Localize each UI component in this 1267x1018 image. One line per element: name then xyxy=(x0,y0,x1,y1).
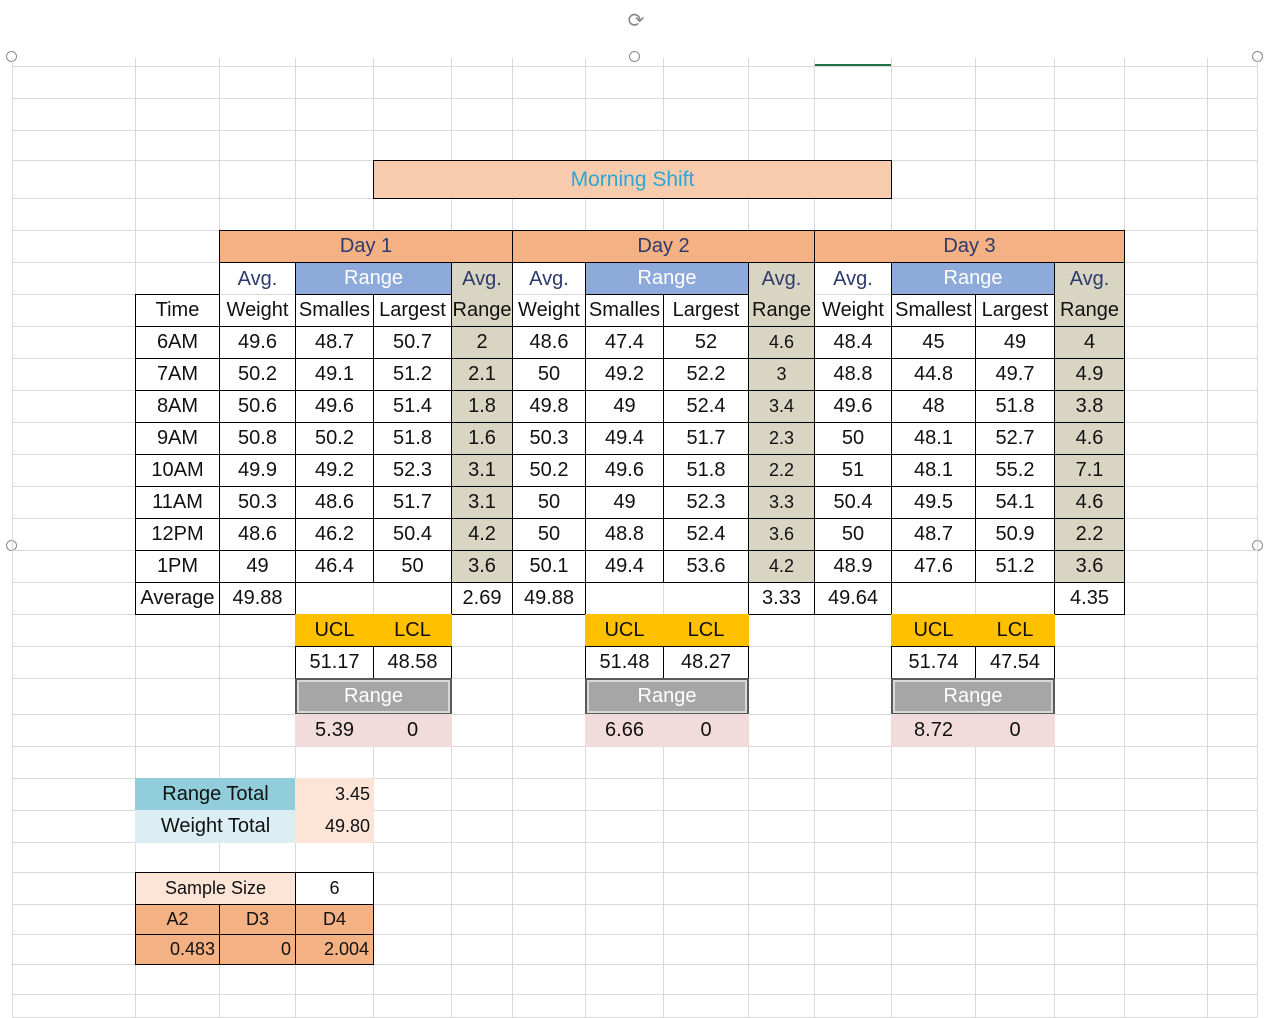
average-range-cell[interactable]: 3.33 xyxy=(748,582,815,615)
sample-size-label[interactable]: Sample Size xyxy=(135,872,296,905)
smallest-cell[interactable]: 48.7 xyxy=(295,326,374,359)
avg-weight-cell[interactable]: 50 xyxy=(814,518,892,551)
lcl-label[interactable]: LCL xyxy=(373,614,452,647)
avg-range-cell[interactable]: 2.2 xyxy=(1054,518,1125,551)
avg-weight-cell[interactable]: 51 xyxy=(814,454,892,487)
avg-range-cell[interactable]: 1.6 xyxy=(451,422,513,455)
avg-range-cell[interactable]: 3.6 xyxy=(1054,550,1125,583)
smallest-cell[interactable]: 49 xyxy=(585,390,664,423)
avg-weight-cell[interactable]: 49 xyxy=(219,550,296,583)
smallest-cell[interactable]: 49.5 xyxy=(891,486,976,519)
gridline-vertical xyxy=(1207,58,1208,1017)
ucl-label[interactable]: UCL xyxy=(295,614,374,647)
title-cell[interactable]: Morning Shift xyxy=(373,160,892,199)
gridline-horizontal xyxy=(12,994,1257,995)
ucl-label[interactable]: UCL xyxy=(891,614,976,647)
lcl-value[interactable]: 48.58 xyxy=(373,646,452,679)
smallest-header[interactable]: Smalles xyxy=(585,294,664,327)
average-blank-cell[interactable] xyxy=(891,582,1055,615)
avg-range-cell[interactable]: 3.1 xyxy=(451,454,513,487)
d3-value[interactable]: 0 xyxy=(219,934,296,965)
average-blank-cell[interactable] xyxy=(585,582,749,615)
avg-weight-cell[interactable]: 50.4 xyxy=(814,486,892,519)
weight-header[interactable]: Weight xyxy=(219,294,296,327)
avg-range-cell[interactable]: 3.8 xyxy=(1054,390,1125,423)
avg-weight-header[interactable]: Avg. xyxy=(219,262,296,295)
avg-range-cell[interactable]: 4.6 xyxy=(1054,422,1125,455)
avg-range-cell[interactable]: 3.4 xyxy=(748,390,815,423)
avg-weight-cell[interactable]: 50 xyxy=(814,422,892,455)
largest-header[interactable]: Largest xyxy=(663,294,749,327)
smallest-cell[interactable]: 46.4 xyxy=(295,550,374,583)
range-button[interactable]: Range xyxy=(295,678,452,715)
avg-weight-cell[interactable]: 49.9 xyxy=(219,454,296,487)
weight-total-value[interactable]: 49.80 xyxy=(295,810,374,843)
avg-range-cell[interactable]: 4.2 xyxy=(451,518,513,551)
range-lcl-value[interactable]: 0 xyxy=(373,714,452,747)
avg-weight-cell[interactable]: 50.2 xyxy=(512,454,586,487)
average-weight-cell[interactable]: 49.88 xyxy=(219,582,296,615)
avg-weight-cell[interactable]: 50.1 xyxy=(512,550,586,583)
range-ucl-value[interactable]: 8.72 xyxy=(891,714,976,747)
largest-cell[interactable]: 51.2 xyxy=(975,550,1055,583)
range-button[interactable]: Range xyxy=(891,678,1055,715)
smallest-cell[interactable]: 48.1 xyxy=(891,454,976,487)
smallest-cell[interactable]: 50.2 xyxy=(295,422,374,455)
avg-weight-cell[interactable]: 48.6 xyxy=(219,518,296,551)
gridline-horizontal xyxy=(12,98,1257,99)
avg-weight-cell[interactable]: 50 xyxy=(512,518,586,551)
range-ucl-value[interactable]: 5.39 xyxy=(295,714,374,747)
time-label[interactable]: 7AM xyxy=(135,358,220,391)
average-label[interactable]: Average xyxy=(135,582,220,615)
largest-cell[interactable]: 50.9 xyxy=(975,518,1055,551)
avg-range-cell[interactable]: 1.8 xyxy=(451,390,513,423)
time-label[interactable]: 1PM xyxy=(135,550,220,583)
weight-header[interactable]: Weight xyxy=(512,294,586,327)
avg-weight-cell[interactable]: 48.4 xyxy=(814,326,892,359)
largest-cell[interactable]: 51.8 xyxy=(663,454,749,487)
largest-cell[interactable]: 51.8 xyxy=(975,390,1055,423)
smallest-header[interactable]: Smallest xyxy=(891,294,976,327)
range-lcl-value[interactable]: 0 xyxy=(663,714,749,747)
range-subheader[interactable]: Range xyxy=(748,294,815,327)
average-blank-cell[interactable] xyxy=(295,582,452,615)
avg-range-cell[interactable]: 2.1 xyxy=(451,358,513,391)
range-subheader[interactable]: Range xyxy=(1054,294,1125,327)
largest-cell[interactable]: 55.2 xyxy=(975,454,1055,487)
avg-range-header[interactable]: Avg. xyxy=(748,262,815,295)
lcl-label[interactable]: LCL xyxy=(975,614,1055,647)
avg-range-cell[interactable]: 4 xyxy=(1054,326,1125,359)
smallest-cell[interactable]: 49.2 xyxy=(585,358,664,391)
smallest-cell[interactable]: 47.4 xyxy=(585,326,664,359)
lcl-value[interactable]: 48.27 xyxy=(663,646,749,679)
avg-weight-cell[interactable]: 50.2 xyxy=(219,358,296,391)
lcl-value[interactable]: 47.54 xyxy=(975,646,1055,679)
avg-weight-cell[interactable]: 49.6 xyxy=(219,326,296,359)
range-header[interactable]: Range xyxy=(891,262,1055,295)
average-weight-cell[interactable]: 49.64 xyxy=(814,582,892,615)
range-ucl-value[interactable]: 6.66 xyxy=(585,714,664,747)
largest-cell[interactable]: 51.8 xyxy=(373,422,452,455)
smallest-cell[interactable]: 49.6 xyxy=(585,454,664,487)
avg-weight-cell[interactable]: 48.9 xyxy=(814,550,892,583)
smallest-cell[interactable]: 48.8 xyxy=(585,518,664,551)
gridline-vertical xyxy=(1257,58,1258,1017)
lcl-label[interactable]: LCL xyxy=(663,614,749,647)
range-lcl-value[interactable]: 0 xyxy=(975,714,1055,747)
range-total-label[interactable]: Range Total xyxy=(135,778,296,811)
ucl-label[interactable]: UCL xyxy=(585,614,664,647)
avg-weight-cell[interactable]: 49.6 xyxy=(814,390,892,423)
smallest-cell[interactable]: 44.8 xyxy=(891,358,976,391)
avg-weight-cell[interactable]: 48.8 xyxy=(814,358,892,391)
largest-cell[interactable]: 50 xyxy=(373,550,452,583)
avg-weight-cell[interactable]: 50.6 xyxy=(219,390,296,423)
average-weight-cell[interactable]: 49.88 xyxy=(512,582,586,615)
largest-cell[interactable]: 49 xyxy=(975,326,1055,359)
avg-range-cell[interactable]: 7.1 xyxy=(1054,454,1125,487)
largest-cell[interactable]: 50.4 xyxy=(373,518,452,551)
avg-range-cell[interactable]: 3 xyxy=(748,358,815,391)
a2-label[interactable]: A2 xyxy=(135,904,220,935)
weight-header[interactable]: Weight xyxy=(814,294,892,327)
time-label[interactable]: 8AM xyxy=(135,390,220,423)
largest-cell[interactable]: 51.4 xyxy=(373,390,452,423)
avg-weight-cell[interactable]: 49.8 xyxy=(512,390,586,423)
avg-weight-cell[interactable]: 50 xyxy=(512,358,586,391)
range-header[interactable]: Range xyxy=(585,262,749,295)
day-header[interactable]: Day 1 xyxy=(219,230,513,263)
time-label[interactable]: 6AM xyxy=(135,326,220,359)
smallest-cell[interactable]: 48.7 xyxy=(891,518,976,551)
smallest-cell[interactable]: 49.1 xyxy=(295,358,374,391)
avg-range-cell[interactable]: 2.2 xyxy=(748,454,815,487)
largest-cell[interactable]: 54.1 xyxy=(975,486,1055,519)
sample-size-value[interactable]: 6 xyxy=(295,872,374,905)
avg-range-cell[interactable]: 3.1 xyxy=(451,486,513,519)
largest-cell[interactable]: 52.3 xyxy=(373,454,452,487)
largest-cell[interactable]: 51.7 xyxy=(373,486,452,519)
ucl-value[interactable]: 51.48 xyxy=(585,646,664,679)
time-label[interactable]: 9AM xyxy=(135,422,220,455)
largest-cell[interactable]: 52 xyxy=(663,326,749,359)
largest-cell[interactable]: 52.4 xyxy=(663,518,749,551)
largest-header[interactable]: Largest xyxy=(373,294,452,327)
smallest-cell[interactable]: 48.1 xyxy=(891,422,976,455)
range-subheader[interactable]: Range xyxy=(451,294,513,327)
smallest-cell[interactable]: 49.4 xyxy=(585,550,664,583)
time-label[interactable]: 10AM xyxy=(135,454,220,487)
avg-range-cell[interactable]: 4.2 xyxy=(748,550,815,583)
largest-cell[interactable]: 52.7 xyxy=(975,422,1055,455)
gridline-horizontal xyxy=(12,130,1257,131)
avg-weight-header[interactable]: Avg. xyxy=(814,262,892,295)
gridline-horizontal xyxy=(12,66,1257,67)
largest-cell[interactable]: 51.7 xyxy=(663,422,749,455)
a2-value[interactable]: 0.483 xyxy=(135,934,220,965)
time-header[interactable]: Time xyxy=(135,294,220,327)
smallest-cell[interactable]: 48.6 xyxy=(295,486,374,519)
avg-weight-cell[interactable]: 50.3 xyxy=(512,422,586,455)
avg-range-cell[interactable]: 2.3 xyxy=(748,422,815,455)
largest-cell[interactable]: 50.7 xyxy=(373,326,452,359)
avg-weight-cell[interactable]: 50 xyxy=(512,486,586,519)
largest-cell[interactable]: 51.2 xyxy=(373,358,452,391)
avg-range-cell[interactable]: 4.6 xyxy=(1054,486,1125,519)
weight-total-label[interactable]: Weight Total xyxy=(135,810,296,843)
ucl-value[interactable]: 51.17 xyxy=(295,646,374,679)
rotate-handle-icon[interactable]: ⟳ xyxy=(627,10,645,32)
largest-cell[interactable]: 49.7 xyxy=(975,358,1055,391)
smallest-cell[interactable]: 46.2 xyxy=(295,518,374,551)
time-label[interactable]: 11AM xyxy=(135,486,220,519)
smallest-cell[interactable]: 49 xyxy=(585,486,664,519)
avg-range-header[interactable]: Avg. xyxy=(1054,262,1125,295)
avg-range-cell[interactable]: 2 xyxy=(451,326,513,359)
smallest-cell[interactable]: 47.6 xyxy=(891,550,976,583)
largest-cell[interactable]: 52.2 xyxy=(663,358,749,391)
avg-weight-cell[interactable]: 50.3 xyxy=(219,486,296,519)
largest-cell[interactable]: 52.4 xyxy=(663,390,749,423)
average-range-cell[interactable]: 2.69 xyxy=(451,582,513,615)
range-total-value[interactable]: 3.45 xyxy=(295,778,374,811)
avg-weight-cell[interactable]: 48.6 xyxy=(512,326,586,359)
smallest-cell[interactable]: 49.2 xyxy=(295,454,374,487)
avg-range-cell[interactable]: 4.6 xyxy=(748,326,815,359)
largest-cell[interactable]: 53.6 xyxy=(663,550,749,583)
avg-weight-cell[interactable]: 50.8 xyxy=(219,422,296,455)
smallest-header[interactable]: Smalles xyxy=(295,294,374,327)
average-range-cell[interactable]: 4.35 xyxy=(1054,582,1125,615)
day-header[interactable]: Day 2 xyxy=(512,230,815,263)
avg-range-header[interactable]: Avg. xyxy=(451,262,513,295)
smallest-cell[interactable]: 48 xyxy=(891,390,976,423)
range-button[interactable]: Range xyxy=(585,678,749,715)
resize-handle-top-center[interactable] xyxy=(629,51,640,62)
avg-range-cell[interactable]: 4.9 xyxy=(1054,358,1125,391)
time-label[interactable]: 12PM xyxy=(135,518,220,551)
d3-label[interactable]: D3 xyxy=(219,904,296,935)
avg-range-cell[interactable]: 3.6 xyxy=(748,518,815,551)
d4-label[interactable]: D4 xyxy=(295,904,374,935)
smallest-cell[interactable]: 49.4 xyxy=(585,422,664,455)
avg-range-cell[interactable]: 3.6 xyxy=(451,550,513,583)
largest-cell[interactable]: 52.3 xyxy=(663,486,749,519)
smallest-cell[interactable]: 45 xyxy=(891,326,976,359)
gridline-vertical xyxy=(12,58,13,1017)
smallest-cell[interactable]: 49.6 xyxy=(295,390,374,423)
range-header[interactable]: Range xyxy=(295,262,452,295)
day-header[interactable]: Day 3 xyxy=(814,230,1125,263)
avg-weight-header[interactable]: Avg. xyxy=(512,262,586,295)
ucl-value[interactable]: 51.74 xyxy=(891,646,976,679)
avg-range-cell[interactable]: 3.3 xyxy=(748,486,815,519)
largest-header[interactable]: Largest xyxy=(975,294,1055,327)
d4-value[interactable]: 2.004 xyxy=(295,934,374,965)
